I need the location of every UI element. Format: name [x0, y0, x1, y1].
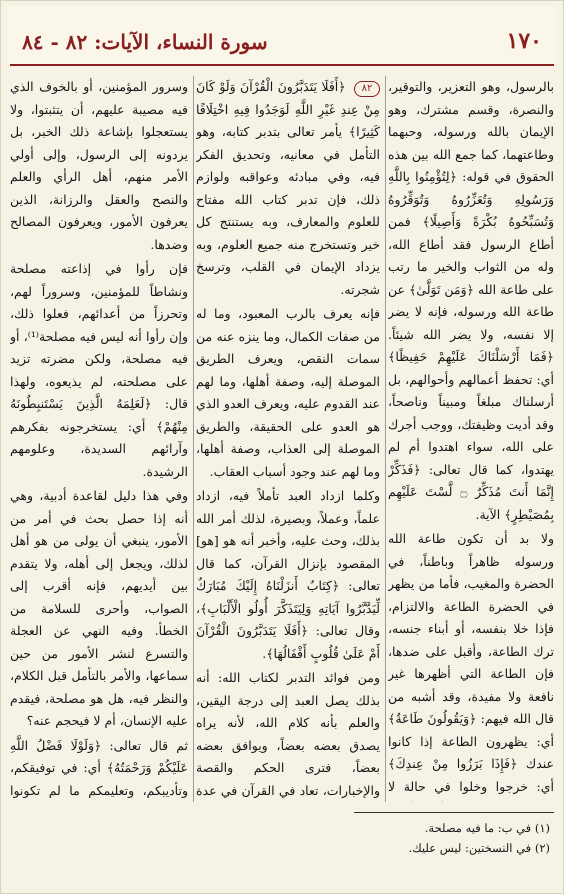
paragraph: وفي هذا دليل لقاعدة أدبية، وهي أنه إذا حصل بحث في أمر من الأمور، ينبغي أن يولى من هو أهل لذلك، ويجعل إلى أهله، ولا يتقدم بين أيديهم، فإنه أقرب إلى الصواب، وأحرى للسلامة من الخطأ. وفيه النهي عن العجلة والتسرع لنشر الأمور من حين سماعها، والأمر بالتأمل قبل الكلام، والنظر فيه، هل هو مصلحة، فيقدم عليه الإنسان، أم لا فيحجم عنه؟	[10, 488, 188, 728]
paragraph: فإن رأوا في إذاعته مصلحة ونشاطاً للمؤمنين، وسروراً لهم، وتحرزاً من أعدائهم، فعلوا ذلك، وإن رأوا أنه ليس فيه مصلحة⁽¹⁾، أو فيه مصلحة، ولكن مضرته تزيد على مصلحته، لم يذيعوه، ولهذا قال: ﴿لَعَلِمَهُ الَّذِينَ يَسْتَنبِطُونَهُ مِنْهُمْ﴾ أي: يستخرجونه بفكرهم وآرائهم السديدة، وعلومهم الرشيدة.	[10, 261, 188, 479]
paragraph: ولا بد أن تكون طاعة الله ورسوله ظاهراً وباطناً، في الحضرة والمغيب، فأما من يظهر في الحضرة الطاعة والالتزام، فإذا خلا بنفسه، أو أبناء جنسه، ترك الطاعة، وأقبل على ضدها، فإن الطاعة التي أظهرها غير نافعة ولا مفيدة، وقد أشبه من قال الله فيهم: ﴿وَيَقُولُونَ طَاعَةٌ﴾ أي: يظهرون الطاعة إذا كانوا عندك ﴿فَإِذَا بَرَزُوا مِنْ عِندِكَ﴾ أي: خرجوا وخلوا في حالة لا	[388, 531, 554, 794]
page-number: ١٧٠	[506, 28, 542, 54]
page-header	[8, 6, 556, 64]
header-divider	[10, 64, 554, 66]
footnote-divider	[354, 812, 554, 813]
surah-title: سورة النساء، الآيات: ٨٢ - ٨٤	[22, 30, 268, 54]
text-column-left	[10, 76, 188, 802]
paragraph: ومن فوائد التدبر لكتاب الله: أنه بذلك يصل العبد إلى درجة اليقين، والعلم بأنه كلام الله، لأنه يراه يصدق بعضه بعضاً، ويوافق بعضه بعضاً، فترى الحكم والقصة والإخبارات، تعاد في القرآن في عدة	[196, 670, 380, 798]
paragraph: ثم قال تعالى: ﴿وَلَوْلَا فَضْلُ اللَّهِ عَلَيْكُمْ وَرَحْمَتُهُ﴾ أي: في توفيقكم، وتأديبكم، وتعليمكم ما لم تكونوا	[10, 737, 188, 798]
paragraph: وسرور المؤمنين، أو بالخوف الذي فيه مصيبة عليهم، أن يتثبتوا، ولا يستعجلوا بإشاعة ذلك الخبر، بل يردونه إلى الرسول، وإلى أولي الأمر منهم، أهل الرأي والعلم والنصح والعقل والرزانة، الذين يعرفون الأمور، ويعرفون المصالح وضدها.	[10, 79, 188, 252]
text-column-middle	[196, 76, 380, 802]
column-divider	[385, 76, 386, 802]
paragraph-text: ﴿أَفَلَا يَتَدَبَّرُونَ الْقُرْآنَ وَلَوْ كَانَ مِنْ عِندِ غَيْرِ اللَّهِ لَوَجَدُوا فِيهِ اخْتِلَافًا كَثِيرًا﴾ يأمر تعالى بتدبر كتابه، وهو التأمل في معانيه، وتحديق الفكر فيه، وفي مبادئه وعواقبه ولوازم ذلك، فإن تدبر كتاب الله مفتاح للعلوم والمعارف، وبه يستنتج كل خير وتستخرج منه جميع العلوم، وبه يزداد الإيمان في القلب، وترسخ شجرته.	[196, 79, 380, 297]
verse-paragraph	[196, 76, 380, 301]
verse-number-marker: ٨٢	[354, 81, 380, 97]
text-column-right	[388, 76, 554, 802]
footnotes	[250, 818, 550, 858]
paragraph: بالرسول، وهو التعزير، والتوقير، والنصرة، وقسم مشترك، وهو الإيمان بالله ورسوله، وحبهما وطاعتهما، كما جمع الله بين هذه الحقوق في قوله: ﴿لِتُؤْمِنُوا بِاللَّهِ وَرَسُولِهِ وَتُعَزِّرُوهُ وَتُوَقِّرُوهُ وَتُسَبِّحُوهُ بُكْرَةً وَأَصِيلًا﴾ فمن أطاع الرسول فقد أطاع الله، وله من الثواب والخير ما رتب على طاعة الله ﴿وَمَن تَوَلَّىٰ﴾ عن طاعة الله ورسوله، فإنه لا يضر إلا نفسه، ولا يضر الله شيئاً. ﴿فَمَا أَرْسَلْنَاكَ عَلَيْهِمْ حَفِيظًا﴾ أي: تحفظ أعمالهم وأحوالهم، بل أرسلناك مبلغاً ومبيناً وناصحاً، وقد أديت وظيفتك، ووجب أجرك على الله، سواء اهتدوا أم لم يهتدوا، كما قال تعالى: ﴿فَذَكِّرْ إِنَّمَا أَنتَ مُذَكِّرٌ ۝ لَّسْتَ عَلَيْهِم بِمُصَيْطِرٍ﴾ الآية.	[388, 79, 554, 522]
paragraph: وكلما ازداد العبد تأملاً فيه، ازداد علماً، وعملاً، وبصيرة، لذلك أمر الله بذلك، وحث عليه، وأخبر أنه هو [هو] المقصود بإنزال القرآن، كما قال تعالى: ﴿كِتَابٌ أَنزَلْنَاهُ إِلَيْكَ مُبَارَكٌ لِّيَدَّبَّرُوا آيَاتِهِ وَلِيَتَذَكَّرَ أُولُو الْأَلْبَابِ﴾، وقال تعالى: ﴿أَفَلَا يَتَدَبَّرُونَ الْقُرْآنَ أَمْ عَلَىٰ قُلُوبٍ أَقْفَالُهَا﴾.	[196, 488, 380, 661]
footnote: (٢) في النسختين: ليس عليك.	[408, 841, 550, 855]
footnote: (١) في ب: ما فيه مصلحة.	[424, 821, 550, 835]
paragraph: فإنه يعرف بالرب المعبود، وما له من صفات الكمال، وما ينزه عنه من سمات النقص، ويعرف الطريق الموصلة إليه، وصفة أهلها، وما لهم عند القدوم عليه، ويعرف العدو الذي هو العدو على الحقيقة، والطريق الموصلة إلى العذاب، وصفة أهلها، وما لهم عند وجود أسباب العقاب.	[196, 306, 380, 479]
column-divider	[193, 76, 194, 802]
